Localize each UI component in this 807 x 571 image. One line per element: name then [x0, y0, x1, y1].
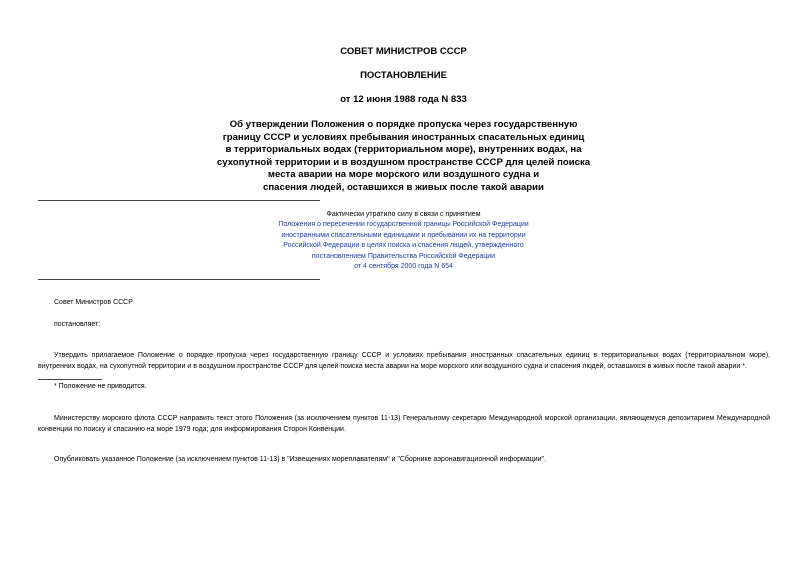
- title-line: границу СССР и условиях пребывания иностранных спасательных единиц: [222, 131, 585, 143]
- status-note: [230, 210, 577, 272]
- issuer-text: Совет Министров СССР: [54, 299, 133, 306]
- issuing-organ: СОВЕТ МИНИСТРОВ СССР: [340, 46, 467, 57]
- title-line: сухопутной территории и в воздушном пространстве СССР для целей поиска: [216, 156, 591, 168]
- status-note-link-line[interactable]: от 4 сентября 2000 года N 654: [354, 263, 453, 271]
- status-note-lead: Фактически утратило силу в связи с принятием: [326, 211, 481, 218]
- status-note-link-line[interactable]: Положения о пересечении государственной границы Российской Федерации: [278, 221, 529, 229]
- title-line: в территориальных водах (территориальном море), внутренних водах, на: [225, 144, 582, 156]
- status-note-link-line[interactable]: Российской Федерации в целях поиска и спасения людей, утвержденного: [283, 242, 524, 250]
- footnote-rule: [38, 379, 102, 380]
- paragraph-publish: Опубликовать указанное Положение (за исключением пунктов 11-13) в "Извещениях мореплавателям" и "Сборнике аэронавигационной информации".: [54, 456, 546, 463]
- paragraph-approve: Утвердить прилагаемое Положение о порядке пропуска через государственную границу СССР и условиях пребывания иностранных спасательных единиц в территориальных водах (территориальном море), внутренних водах, на сухопутной территории и в воздушном пространстве СССР для целей поиска места аварии на море морского или воздушного судна и спасения людей, оставшихся в живых после такой аварии *.: [38, 352, 770, 370]
- divider-top: [38, 200, 320, 201]
- title-line: места аварии на море морского или воздушного судна и: [267, 169, 540, 181]
- resolves-text: постановляет:: [54, 321, 101, 328]
- document-title: [200, 119, 607, 195]
- divider-bottom: [38, 279, 320, 280]
- status-note-link-line[interactable]: иностранными спасательными единицами и пребывании их на территории: [281, 231, 526, 239]
- footnote: * Положение не приводится.: [54, 383, 147, 390]
- document-date-number: от 12 июня 1988 года N 833: [340, 94, 467, 105]
- status-note-link-line[interactable]: постановлением Правительства Российской Федерации: [311, 252, 496, 260]
- title-line: Об утверждении Положения о порядке пропуска через государственную: [229, 119, 578, 130]
- document-type: ПОСТАНОВЛЕНИЕ: [360, 70, 447, 81]
- title-line: спасения людей, оставшихся в живых после такой аварии: [263, 181, 544, 193]
- paragraph-ministry: Министерству морского флота СССР направить текст этого Положения (за исключением пунктов 11-13) Генеральному секретарю Международной морской организации, являющемуся депозитарием Международной конвенции по поиску и спасанию на море 1979 года; для информирования Сторон Конвенции.: [38, 415, 770, 433]
